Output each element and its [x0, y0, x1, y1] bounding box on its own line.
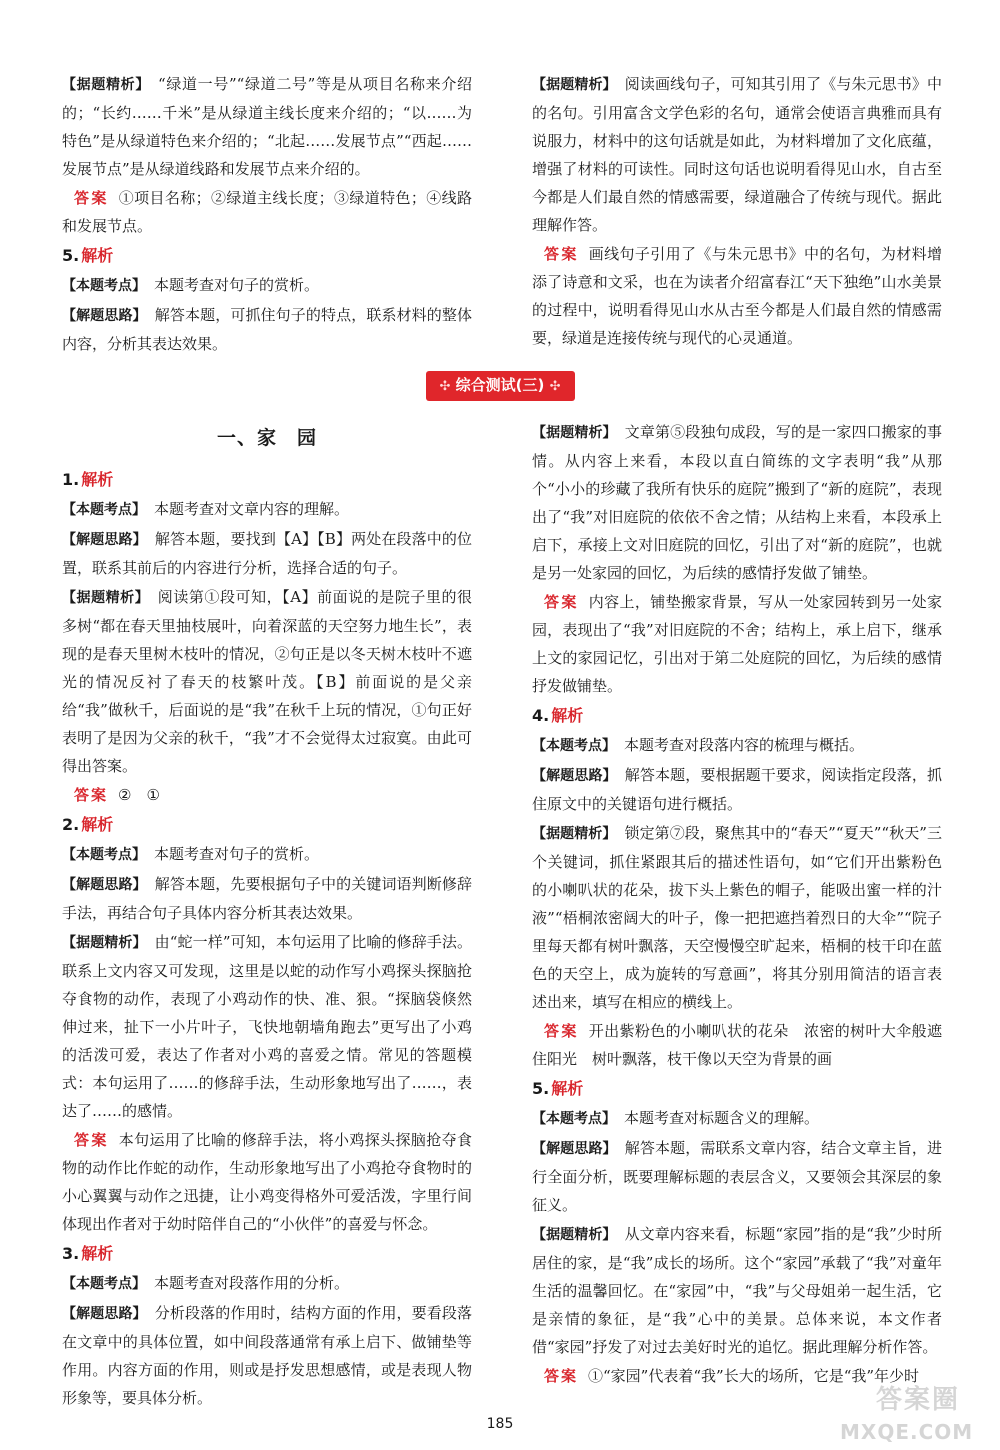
question-heading — [62, 466, 472, 494]
section-tag: 【据题精析】 — [532, 1227, 617, 1243]
paragraph-text: 内容上，铺垫搬家背景，写从一处家园转到另一处家园，表现出了“我”对旧庭院的不舍；结构上，承上启下，继承上文的家园记忆，引出对于第二处庭院的回忆，为后续的感情抒发做铺垫。 — [532, 593, 942, 695]
answer-paragraph — [532, 588, 942, 700]
watermark-logo — [836, 1386, 994, 1444]
paragraph-text: 本题考查对文章内容的理解。 — [154, 500, 350, 518]
main-left-column — [62, 418, 472, 1413]
banner-title: 综合测试(三) — [455, 376, 545, 394]
section-tag: 【解题思路】 — [62, 532, 147, 548]
section-tag: 【据题精析】 — [62, 935, 147, 951]
question-label: 解析 — [81, 470, 114, 489]
paragraph-text: 画线句子引用了《与朱元思书》中的名句，为材料增添了诗意和文采，也在为读者介绍富春江“天下独绝”山水美景的过程中，说明看得见山水从古至今都是人们最自然的情感需要，绿道是连接传统与现代的心灵通道。 — [532, 245, 942, 347]
analysis-paragraph — [532, 70, 942, 239]
watermark-text-cn: 答案圈 — [876, 1385, 961, 1415]
paragraph-text: 解答本题，先要根据句子中的关键词语判断修辞手法，再结合句子具体内容分析其表达效果。 — [62, 875, 472, 922]
question-label: 解析 — [551, 706, 584, 725]
question-heading — [532, 1075, 942, 1103]
analysis-paragraph — [62, 301, 472, 358]
section-banner — [426, 371, 575, 401]
question-heading — [532, 702, 942, 730]
question-number: 5. — [532, 1079, 550, 1098]
analysis-paragraph — [62, 525, 472, 582]
section-tag: 【据题精析】 — [62, 77, 150, 93]
banner-star-left-icon: ✣ — [439, 379, 451, 394]
analysis-paragraph — [532, 1220, 942, 1361]
answer-tag: 答案 — [544, 1367, 579, 1385]
paragraph-text: 本题考查对段落内容的梳理与概括。 — [624, 736, 865, 754]
answer-paragraph — [532, 240, 942, 352]
paragraph-text: 开出紫粉色的小喇叭状的花朵 浓密的树叶大伞般遮住阳光 树叶飘落，枝干像以天空为背景的画 — [532, 1022, 942, 1068]
paragraph-text: ② ① — [118, 786, 160, 804]
paragraph-text: 本题考查对段落作用的分析。 — [154, 1274, 350, 1292]
analysis-paragraph — [62, 271, 472, 300]
main-right-column — [532, 418, 942, 1391]
question-heading — [62, 811, 472, 839]
paragraph-text: 解答本题，要根据题干要求，阅读指定段落，抓住原文中的关键语句进行概括。 — [532, 766, 942, 813]
paragraph-text: 文章第⑤段独句成段，写的是一家四口搬家的事情。从内容上来看，本段以直白简练的文字表明“我”从那个“小小的珍藏了我所有快乐的庭院”搬到了“新的庭院”，表现出了“我”对旧庭院的依依不舍之情；从结构上来看，本段承上启下，承接上文对旧庭院的回忆，引出了对“新的庭院”，也就是另一处家园的回忆，为后续的感情抒发做了铺垫。 — [532, 423, 942, 582]
analysis-paragraph — [62, 1269, 472, 1298]
answer-tag: 答案 — [544, 1022, 579, 1040]
main-left-content — [62, 466, 472, 1412]
paragraph-text: 解答本题，要找到【A】【B】两处在段落中的位置，联系其前后的内容进行分析，选择合适的句子。 — [62, 530, 472, 577]
paragraph-text: 解答本题，可抓住句子的特点，联系材料的整体内容，分析其表达效果。 — [62, 306, 472, 353]
analysis-paragraph — [532, 731, 942, 760]
top-right-column — [532, 70, 942, 353]
paragraph-text: 本题考查对句子的赏析。 — [154, 276, 320, 294]
analysis-paragraph — [62, 870, 472, 927]
analysis-paragraph — [62, 495, 472, 524]
answer-tag: 答案 — [544, 593, 579, 611]
question-heading — [62, 1240, 472, 1268]
section-tag: 【本题考点】 — [62, 1276, 146, 1292]
page-number: 185 — [486, 1416, 514, 1432]
question-label: 解析 — [81, 246, 114, 265]
analysis-paragraph — [532, 819, 942, 1016]
paragraph-text: 本句运用了比喻的修辞手法，将小鸡探头探脑抢夺食物的动作比作蛇的动作，生动形象地写出了小鸡抢夺食物时的小心翼翼与动作之迅捷，让小鸡变得格外可爱活泼，字里行间体现出作者对于幼时陪伴自己的“小伙伴”的喜爱与怀念。 — [62, 1131, 472, 1233]
watermark-text-url: MXQE.COM — [840, 1420, 974, 1444]
paragraph-text: ①“家园”代表着“我”长大的场所，它是“我”年少时 — [588, 1367, 920, 1385]
section-tag: 【解题思路】 — [62, 877, 147, 893]
paragraph-text: 从文章内容来看，标题“家园”指的是“我”少时所居住的家，是“我”成长的场所。这个“家园”承载了“我”对童年生活的温馨回忆。在“家园”中，“我”与父母姐弟一起生活，它是亲情的象征，是“我”心中的美景。总体来说，本文作者借“家园”抒发了对过去美好时光的追忆。据此理解分析作答。 — [532, 1225, 942, 1356]
section-tag: 【据题精析】 — [532, 425, 617, 441]
analysis-paragraph — [532, 1134, 942, 1219]
question-number: 5. — [62, 246, 80, 265]
section-title: 一、家 园 — [216, 427, 317, 449]
paragraph-text: 由“蛇一样”可知，本句运用了比喻的修辞手法。联系上文内容又可发现，这里是以蛇的动作写小鸡探头探脑抢夺食物的动作，表现了小鸡动作的快、准、狠。“探脑袋倏然伸过来，扯下一小片叶子，飞快地朝墙角跑去”更写出了小鸡的活泼可爱，表达了作者对小鸡的喜爱之情。常见的答题模式：本句运用了……的修辞手法，生动形象地写出了……，表达了……的感情。 — [62, 933, 473, 1120]
analysis-paragraph — [62, 1299, 472, 1412]
paragraph-text: 本题考查对句子的赏析。 — [154, 845, 320, 863]
question-label: 解析 — [551, 1079, 584, 1098]
answer-tag: 答案 — [74, 786, 109, 804]
section-tag: 【本题考点】 — [532, 738, 616, 754]
paragraph-text: 阅读画线句子，可知其引用了《与朱元思书》中的名句。引用富含文学色彩的名句，通常会使语言典雅而具有说服力，材料中的这句话就是如此，为材料增加了文化底蕴，增强了材料的可读性。同时这句话也说明看得见山水，自古至今都是人们最自然的情感需要，绿道融合了传统与现代。据此理解作答。 — [532, 75, 942, 234]
section-tag: 【本题考点】 — [62, 847, 146, 863]
section-tag: 【据题精析】 — [532, 77, 617, 93]
analysis-paragraph — [62, 840, 472, 869]
answer-tag: 答案 — [74, 1131, 109, 1149]
top-left-column — [62, 70, 472, 359]
question-label: 解析 — [81, 815, 114, 834]
answer-paragraph — [62, 184, 472, 240]
banner-star-right-icon: ✣ — [549, 379, 561, 394]
section-tag: 【解题思路】 — [532, 1141, 617, 1157]
question-number: 4. — [532, 706, 550, 725]
section-tag: 【解题思路】 — [532, 768, 617, 784]
paragraph-text: 分析段落的作用时，结构方面的作用，要看段落在文章中的具体位置，如中间段落通常有承上启下、做铺垫等作用。内容方面的作用，则或是抒发思想感情，或是表现人物形象等，要具体分析。 — [62, 1304, 472, 1407]
analysis-paragraph — [532, 418, 942, 587]
analysis-paragraph — [62, 583, 472, 780]
section-tag: 【本题考点】 — [532, 1111, 616, 1127]
answer-paragraph — [62, 1126, 472, 1238]
section-tag: 【据题精析】 — [62, 590, 150, 606]
question-number: 3. — [62, 1244, 80, 1263]
answer-paragraph — [62, 781, 472, 809]
analysis-paragraph — [62, 70, 472, 183]
question-heading — [62, 242, 472, 270]
paragraph-text: 锁定第⑦段，聚焦其中的“春天”“夏天”“秋天”三个关键词，抓住紧跟其后的描述性语句，如“它们开出紫粉色的小喇叭状的花朵，拔下头上紫色的帽子，能吸出蜜一样的汁液”“梧桐浓密阔大的叶子，像一把把遮挡着烈日的大伞”“院子里每天都有树叶飘落，天空慢慢空旷起来，梧桐的枝干印在蓝色的天空上，成为旋转的写意画”，将其分别用简洁的语言表述出来，填写在相应的横线上。 — [532, 824, 943, 1011]
section-tag: 【解题思路】 — [62, 308, 147, 324]
paragraph-text: 阅读第①段可知，【A】前面说的是院子里的很多树“都在春天里抽枝展叶，向着深蓝的天空努力地生长”，表现的是春天里树木枝叶的情况，②句正是以冬天树木枝叶不遮光的情况反衬了春天的枝繁叶茂。【B】前面说的是父亲给“我”做秋千，后面说的是“我”在秋千上玩的情况，①句正好表明了是因为父亲的秋千，“我”才不会觉得太过寂寞。由此可得出答案。 — [62, 588, 472, 775]
section-tag: 【解题思路】 — [62, 1306, 147, 1322]
paragraph-text: 解答本题，需联系文章内容，结合文章主旨，进行全面分析，既要理解标题的表层含义，又要领会其深层的象征义。 — [532, 1139, 942, 1214]
paragraph-text: 本题考查对标题含义的理解。 — [624, 1109, 820, 1127]
analysis-paragraph — [532, 1104, 942, 1133]
section-tag: 【据题精析】 — [532, 826, 617, 842]
question-label: 解析 — [81, 1244, 114, 1263]
paragraph-text: “绿道一号”“绿道二号”等是从项目名称来介绍的；“长约……千米”是从绿道主线长度来介绍的；“以……为特色”是从绿道特色来介绍的；“北起……发展节点”“西起……发展节点”是从绿道线路和发展节点来介绍的。 — [62, 75, 472, 178]
analysis-paragraph — [532, 761, 942, 818]
banner-container — [0, 371, 1000, 401]
answer-tag: 答案 — [544, 245, 579, 263]
question-number: 2. — [62, 815, 80, 834]
section-tag: 【本题考点】 — [62, 278, 146, 294]
answer-tag: 答案 — [74, 189, 109, 207]
section-tag: 【本题考点】 — [62, 502, 146, 518]
question-number: 1. — [62, 470, 80, 489]
paragraph-text: ①项目名称；②绿道主线长度；③绿道特色；④线路和发展节点。 — [62, 189, 472, 235]
analysis-paragraph — [62, 928, 472, 1125]
answer-paragraph — [532, 1017, 942, 1073]
